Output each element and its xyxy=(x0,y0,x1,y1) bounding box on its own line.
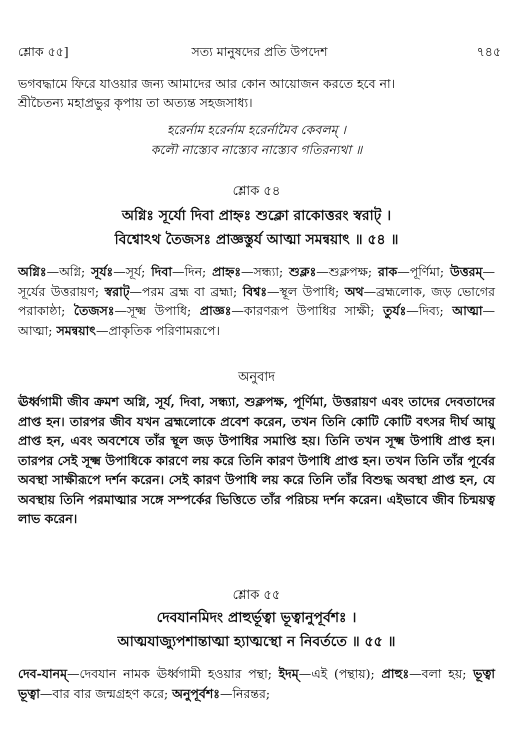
term-meaning: —সূর্য; xyxy=(113,264,152,279)
sanskrit-term: অগ্নিঃ xyxy=(18,264,47,279)
verse-line: বিশ্বোঽথ তৈজসঃ প্রাজ্ঞস্তুর্য আত্মা সমন্বয়াৎ ॥ ৫৪ ॥ xyxy=(114,232,399,248)
sanskrit-term: তৈজসঃ xyxy=(73,303,115,318)
sanskrit-term: উত্তরম্ xyxy=(450,264,483,279)
page-header xyxy=(18,44,501,64)
word-meanings xyxy=(18,262,495,340)
term-meaning: —এই (পন্থায়); xyxy=(298,666,382,681)
word-meanings xyxy=(18,664,495,703)
verse-heading: শ্লোক ৫৫ xyxy=(232,588,281,603)
term-meaning: —নিরন্তর; xyxy=(219,685,271,701)
sanskrit-verse xyxy=(18,204,495,252)
verse-line: অগ্নিঃ সূর্যো দিবা প্রাহ্নঃ শুক্লো রাকোত্তরং স্বরাট্ । xyxy=(121,208,392,224)
translation-heading: অনুবাদ xyxy=(238,370,275,385)
sanskrit-term: বিশ্বঃ xyxy=(242,283,268,299)
sanskrit-term: অনুপূর্বশঃ xyxy=(172,685,220,701)
term-meaning: —সূর্যের উত্তরায়ণ; xyxy=(18,264,495,299)
sanskrit-term: প্রাহ্নঃ xyxy=(212,264,242,279)
term-meaning: —আত্মা; xyxy=(18,303,495,338)
sanskrit-term: সূর্যঃ xyxy=(91,264,114,279)
quoted-verse-line: কলৌ নাস্ত্যেব নাস্ত্যেব নাস্ত্যেব গতিরন্যথা ॥ xyxy=(150,142,363,157)
verse-heading: শ্লোক ৫৪ xyxy=(232,184,281,199)
intro-line: শ্রীচৈতন্য মহাপ্রভুর কৃপায় তা অত্যন্ত সহজসাধ্য। xyxy=(18,95,253,110)
header-verse-ref: শ্লোক ৫৫] xyxy=(18,44,69,59)
term-meaning: —শুক্লপক্ষ; xyxy=(316,264,378,279)
intro-paragraph xyxy=(18,74,495,112)
sanskrit-term: স্বরাট্ xyxy=(104,283,130,299)
term-meaning: —পূর্ণিমা; xyxy=(397,264,450,279)
term-meaning: —দিব্য; xyxy=(406,303,453,318)
sanskrit-term: দিবা xyxy=(151,264,172,279)
term-meaning: —বার বার জন্মগ্রহণ করে; xyxy=(39,685,173,701)
sanskrit-term: রাক xyxy=(377,264,398,279)
term-meaning: —অগ্নি; xyxy=(46,264,92,279)
page-number: ৭৪৫ xyxy=(476,44,501,59)
term-meaning: —দিন; xyxy=(171,264,213,279)
term-meaning: —বলা হয়; xyxy=(409,666,474,681)
sanskrit-verse xyxy=(18,606,495,654)
verse-line: আত্মযাজ্যুপশান্তাত্মা হ্যাত্মস্থো ন নিবর্ততে ॥ ৫৫ ॥ xyxy=(117,634,396,650)
term-meaning: —সূক্ষ্ম উপাধি; xyxy=(114,303,200,318)
term-meaning: —স্থূল উপাধি; xyxy=(267,283,345,299)
sanskrit-term: তুর্যঃ xyxy=(383,303,407,318)
verse-line: দেবযানমিদং প্রাহুর্ভূত্বা ভূত্বানুপূর্বশঃ । xyxy=(156,610,357,626)
translation-text: ঊর্ধ্বগামী জীব ক্রমশ অগ্নি, সূর্য, দিবা, সন্ধ্যা, শুক্লপক্ষ, পূর্ণিমা, উত্তরায়ণ এবং তাদের দেবতাদের প্রাপ্ত হন। তারপর জীব যখন ব্রহ্মলোকে প্রবেশ করেন, তখন তিনি কোটি কোটি বৎসর দীর্ঘ আয়ু প্রাপ্ত হন, এবং অবশেষে তাঁর স্থূল জড় উপাধির সমাপ্তি হয়। তিনি তখন সূক্ষ্ম উপাধি প্রাপ্ত হন। তারপর সেই সূক্ষ্ম উপাধিকে কারণে লয় করে তিনি কারণ উপাধি প্রাপ্ত হন। তখন তিনি তাঁর পূর্বের অবস্থা সাক্ষীরূপে দর্শন করেন। সেই কারণ উপাধি লয় করে তিনি তাঁর বিশুদ্ধ অবস্থা প্রাপ্ত হন, যে অবস্থায় তিনি পরমাত্মার সঙ্গে সম্পর্কের ভিত্তিতে তাঁর পরিচয় দর্শন করেন। এইভাবে জীব চিন্ময়ত্ব লাভ করেন। xyxy=(18,394,495,526)
term-meaning: —কারণরূপ উপাধির সাক্ষী; xyxy=(231,303,383,318)
sanskrit-term: অথ xyxy=(344,283,364,299)
sanskrit-term: প্রাহুঃ xyxy=(381,666,410,681)
quoted-verse-line: হরের্নাম হরের্নাম হরের্নামৈব কেবলম্ । xyxy=(166,122,347,137)
sanskrit-term: প্রাজ্ঞঃ xyxy=(199,303,232,318)
term-meaning: —পরম ব্রহ্ম বা ব্রহ্মা; xyxy=(129,283,243,299)
term-meaning: —সন্ধ্যা; xyxy=(241,264,290,279)
sanskrit-term: শুক্লঃ xyxy=(289,264,317,279)
term-meaning: —প্রাকৃতিক পরিণামরূপে। xyxy=(95,322,220,338)
term-meaning: —ব্রহ্মলোক, জড় ভোগের পরাকাষ্ঠা; xyxy=(18,283,495,318)
term-meaning: —দেবযান নামক ঊর্ধ্বগামী হওয়ার পন্থা; xyxy=(67,666,279,681)
sanskrit-term: ভূত্বা ভূত্বা xyxy=(18,666,495,701)
sanskrit-term: ইদম্ xyxy=(278,666,299,681)
sanskrit-term: আত্মা xyxy=(452,303,483,318)
sanskrit-term: দেব-যানম্ xyxy=(18,666,68,681)
quoted-verse xyxy=(18,120,495,160)
header-chapter-title: সত্য মানুষদের প্রতি উপদেশ xyxy=(191,44,328,59)
intro-line: ভগবদ্ধামে ফিরে যাওয়ার জন্য আমাদের আর কোন আয়োজন করতে হবে না। xyxy=(18,76,396,91)
sanskrit-term: সমন্বয়াৎ xyxy=(56,322,96,338)
